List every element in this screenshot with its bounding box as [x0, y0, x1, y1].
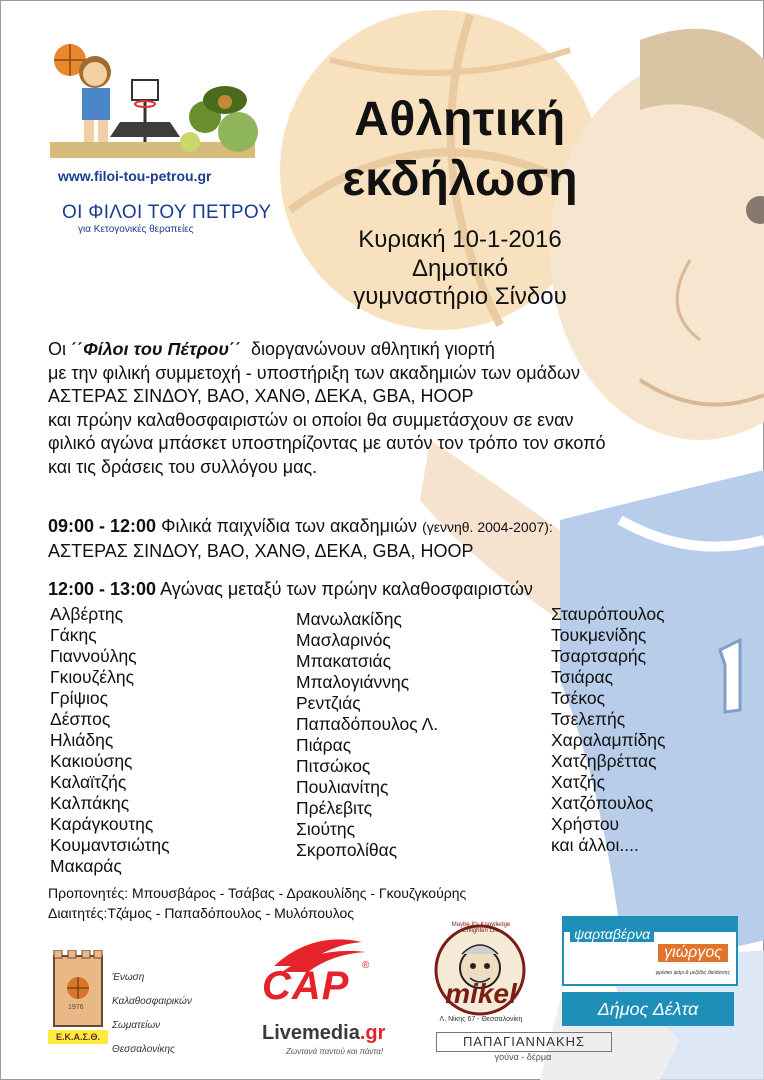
eksth-abbr: Ε.Κ.Α.Σ.Θ. [56, 1032, 100, 1042]
player-name: Μανωλακίδης [296, 609, 402, 629]
eksth-name-line: Ένωση [112, 972, 145, 983]
livemedia-tld: .gr [359, 1022, 386, 1044]
psartaverna-line-2: γιώργος [658, 944, 728, 962]
livemedia-name: Livemedia [262, 1022, 360, 1044]
schedule-time: 12:00 - 13:00 [48, 579, 157, 599]
psartaverna-line-1: ψαρταβέρνα [570, 926, 654, 942]
player-name: Χατζόπουλος [551, 793, 654, 813]
player-name: Μασλαρινός [296, 630, 391, 650]
player-name: Τσιάρας [551, 667, 614, 687]
mikel-address: Λ. Νίκης 67 - Θεσσαλονίκη [439, 1016, 523, 1023]
livemedia-logo [262, 1022, 385, 1045]
eksth-year: 1976 [68, 1004, 84, 1011]
referees-line: Διαιτητές:Τζάμος - Παπαδόπουλος - Μυλόπουλος [48, 905, 355, 921]
mikel-ring-text: Maybe It's Knowledge Enlighten Life [451, 922, 511, 934]
schedule-teams: ΑΣΤΕΡΑΣ ΣΙΝΔΟΥ, ΒΑΟ, ΧΑΝΘ, ΔΕΚΑ, GBA, HOOP [48, 541, 474, 561]
psartaverna-logo [562, 916, 738, 986]
player-name: Σταυρόπουλος [551, 604, 665, 624]
intro-line-3: ΑΣΤΕΡΑΣ ΣΙΝΔΟΥ, ΒΑΟ, ΧΑΝΘ, ΔΕΚΑ, GBA, HOOP [48, 386, 474, 407]
eksth-name [112, 966, 192, 1062]
organization-tagline: για Κετογονικές θεραπείες [78, 224, 194, 235]
player-name: Μπαλογιάννης [296, 672, 410, 692]
player-name: Μακαράς [50, 856, 122, 876]
website-url[interactable]: www.filoi-tou-petrou.gr [58, 168, 212, 184]
title-line-1: Αθλητική [354, 93, 566, 146]
intro-line-1: διοργανώνουν αθλητική γιορτή [251, 339, 495, 359]
psartaverna-small-text: φρέσκο ψάρι & μεζέδες θαλάσσης [655, 970, 730, 976]
eksth-name-line: Σωματείων [112, 1020, 161, 1031]
eksth-name-line: Καλαθοσφαιρικών [112, 996, 192, 1007]
player-name: Παπαδόπουλος Λ. [296, 714, 439, 734]
player-name: Κακιούσης [50, 751, 133, 771]
player-name: Γρίψιος [50, 688, 109, 708]
intro-org-name: ΄΄Φίλοι του Πέτρου΄΄ [71, 339, 241, 359]
papagiannakis-subtitle: γούνα - δέρμα [494, 1052, 552, 1062]
player-name: Ρεντζιάς [296, 693, 361, 713]
livemedia-slogan: Ζωντανά παντού και πάντα! [286, 1047, 384, 1056]
intro-line-6: και τις δράσεις του συλλόγου μας. [48, 456, 318, 477]
cap-logo: CAP [262, 964, 350, 1008]
event-venue-line-1: Δημοτικό [411, 255, 509, 282]
player-name: Πουλιανίτης [296, 777, 389, 797]
title-line-2: εκδήλωση [342, 153, 578, 206]
schedule-item-veterans [48, 577, 748, 601]
schedule-text: Φιλικά παιχνίδια των ακαδημιών [161, 516, 418, 536]
cap-registered-mark: ® [362, 960, 370, 971]
coaches-line: Προπονητές: Μπουσβάρος - Τσάβας - Δρακουλίδης - Γκουζγκούρης [48, 885, 467, 901]
mikel-brand: mikel [445, 978, 517, 1009]
player-name: Χαραλαμπίδης [551, 730, 666, 750]
player-name: Τσαρτσαρής [551, 646, 647, 666]
players-column-1 [50, 604, 170, 877]
dimos-delta-logo: Δήμος Δέλτα [562, 992, 734, 1026]
player-name: Γκιουζέλης [50, 667, 135, 687]
player-name: Πιτσώκος [296, 756, 371, 776]
intro-line-2: με την φιλική συμμετοχή - υποστήριξη των ακαδημιών των ομάδων [48, 362, 581, 383]
player-name: Τσελεπής [551, 709, 626, 729]
schedule-time: 09:00 - 12:00 [48, 516, 157, 536]
player-name: Σκροπολίθας [296, 840, 398, 860]
intro-paragraph [48, 338, 748, 480]
schedule-note: (γεννηθ. 2004-2007): [422, 519, 553, 535]
player-name: Καλαϊτζής [50, 772, 127, 792]
player-name: Χατζής [551, 772, 606, 792]
intro-line-4: και πρώην καλαθοσφαιριστών οι οποίοι θα συμμετάσχουν σε εναν [48, 409, 574, 430]
eksth-logo [48, 950, 108, 1045]
player-name: Γάκης [50, 625, 97, 645]
event-date: Κυριακή 10-1-2016 [358, 226, 562, 253]
player-name: Καράγκουτης [50, 814, 154, 834]
intro-line-5: φιλικό αγώνα μπάσκετ υποστηρίζοντας με αυτόν τον τρόπο τον σκοπό [48, 433, 606, 454]
player-name: Τσέκος [551, 688, 606, 708]
filoi-logo-illustration [40, 42, 265, 167]
player-name: Πρέλεβιτς [296, 798, 372, 818]
player-name: Σιούτης [296, 819, 356, 839]
event-venue-line-2: γυμναστήριο Σίνδου [353, 283, 567, 310]
organization-name: ΟΙ ΦΙΛΟΙ ΤΟΥ ΠΕΤΡΟΥ [62, 202, 272, 223]
player-name: Πιάρας [296, 735, 352, 755]
player-name: Χατζηβρέττας [551, 751, 657, 771]
player-name: Τουκμενίδης [551, 625, 647, 645]
schedule-text: Αγώνας μεταξύ των πρώην καλαθοσφαιριστών [160, 579, 533, 599]
player-name: Αλβέρτης [50, 604, 124, 624]
player-name: Καλπάκης [50, 793, 130, 813]
intro-prefix: Οι [48, 339, 66, 359]
player-name: και άλλοι.... [551, 835, 639, 855]
player-name: Μπακατσιάς [296, 651, 392, 671]
schedule-item-academies [48, 514, 748, 563]
player-name: Γιαννούλης [50, 646, 137, 666]
eksth-name-line: Θεσσαλονίκης [112, 1044, 175, 1055]
player-name: Δέσπος [50, 709, 111, 729]
player-name: Χρήστου [551, 814, 620, 834]
player-name: Κουμαντσιώτης [50, 835, 170, 855]
papagiannakis-logo: ΠΑΠΑΓΙΑΝΝΑΚΗΣ [436, 1032, 612, 1052]
players-column-3 [551, 604, 665, 856]
players-column-2 [296, 609, 438, 861]
player-name: Ηλιάδης [50, 730, 114, 750]
